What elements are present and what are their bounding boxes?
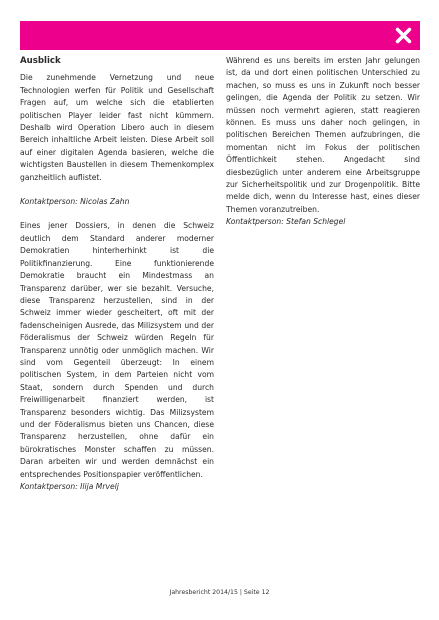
x-logo-icon (395, 27, 412, 44)
paragraph-transparency: Eines jener Dossiers, in denen die Schweiz deutlich dem Standard anderer moderner Demokratien hinterherhinkt ist die Politikfinanzierung. Eine funktionierende Demokratie braucht ein Mindestmass an Transparenz darüber, wer sie bezahlt. Versuche, diese Transparenz herzustellen, sind in der Schweiz immer wieder gescheitert, oft mit der fadenscheinigen Ausrede, das Milizsystem und der Föderalismus der Schweiz würden Regeln für Transparenz unnötig oder unmöglich machen. Wir sind vom Gegenteil überzeugt: In einem politischen System, in dem Parteien nicht vom Staat, sondern durch Spenden und durch Freiwilligenarbeit finanziert werden, ist Transparenz besonders wichtig. Das Milizsystem und der Föderalismus bieten uns Chancen, diese Transparenz herzustellen, ohne dafür ein bürokratisches Monster schaffen zu müssen. Daran arbeiten wir und werden demnächst ein entsprechendes Positionspapier veröffentlichen. (20, 221, 214, 479)
paragraph-digital-agenda: Die zunehmende Vernetzung und neue Technologien werfen für Politik und Gesellschaft Fragen auf, um welche sich die etablierten politischen Player leider fast nicht kümmern. Deshalb wird Operation Libero auch in diesem Bereich inhaltliche Arbeit leisten. Diese Arbeit soll auf einer digitalen Agenda basieren, welche die wichtigsten Baustellen in diesem Themenkomplex ganzheitlich auflistet. (20, 73, 214, 182)
header-bar (20, 21, 420, 50)
right-column (226, 55, 420, 229)
paragraph-agenda-setting: Während es uns bereits im ersten Jahr gelungen ist, da und dort einen politischen Unterschied zu machen, so muss es uns in Zukunft noch besser gelingen, die Agenda der Politik zu setzen. Wir müssen noch vermehrt agieren, statt reagieren können. Es muss uns daher noch gelingen, in politischen Bereichen Themen aufzubringen, die momentan nicht im Fokus der politischen Öffentlichkeit stehen. Angedacht sind diesbezüglich unter anderem eine Arbeitsgruppe zur Sicherheitspolitik und zur Drogenpolitik. Bitte melde dich, wenn du Interesse hast, eines dieser Themen voranzutreiben. (226, 56, 420, 214)
section-heading: Ausblick (20, 56, 61, 66)
contact-person: Kontaktperson: Ilija Mrvelj (20, 482, 119, 491)
page-footer: Jahresbericht 2014/15 | Seite 12 (169, 589, 270, 596)
contact-person: Kontaktperson: Nicolas Zahn (20, 197, 130, 207)
contact-person: Kontaktperson: Stefan Schlegel (226, 217, 346, 227)
left-column (20, 55, 214, 493)
